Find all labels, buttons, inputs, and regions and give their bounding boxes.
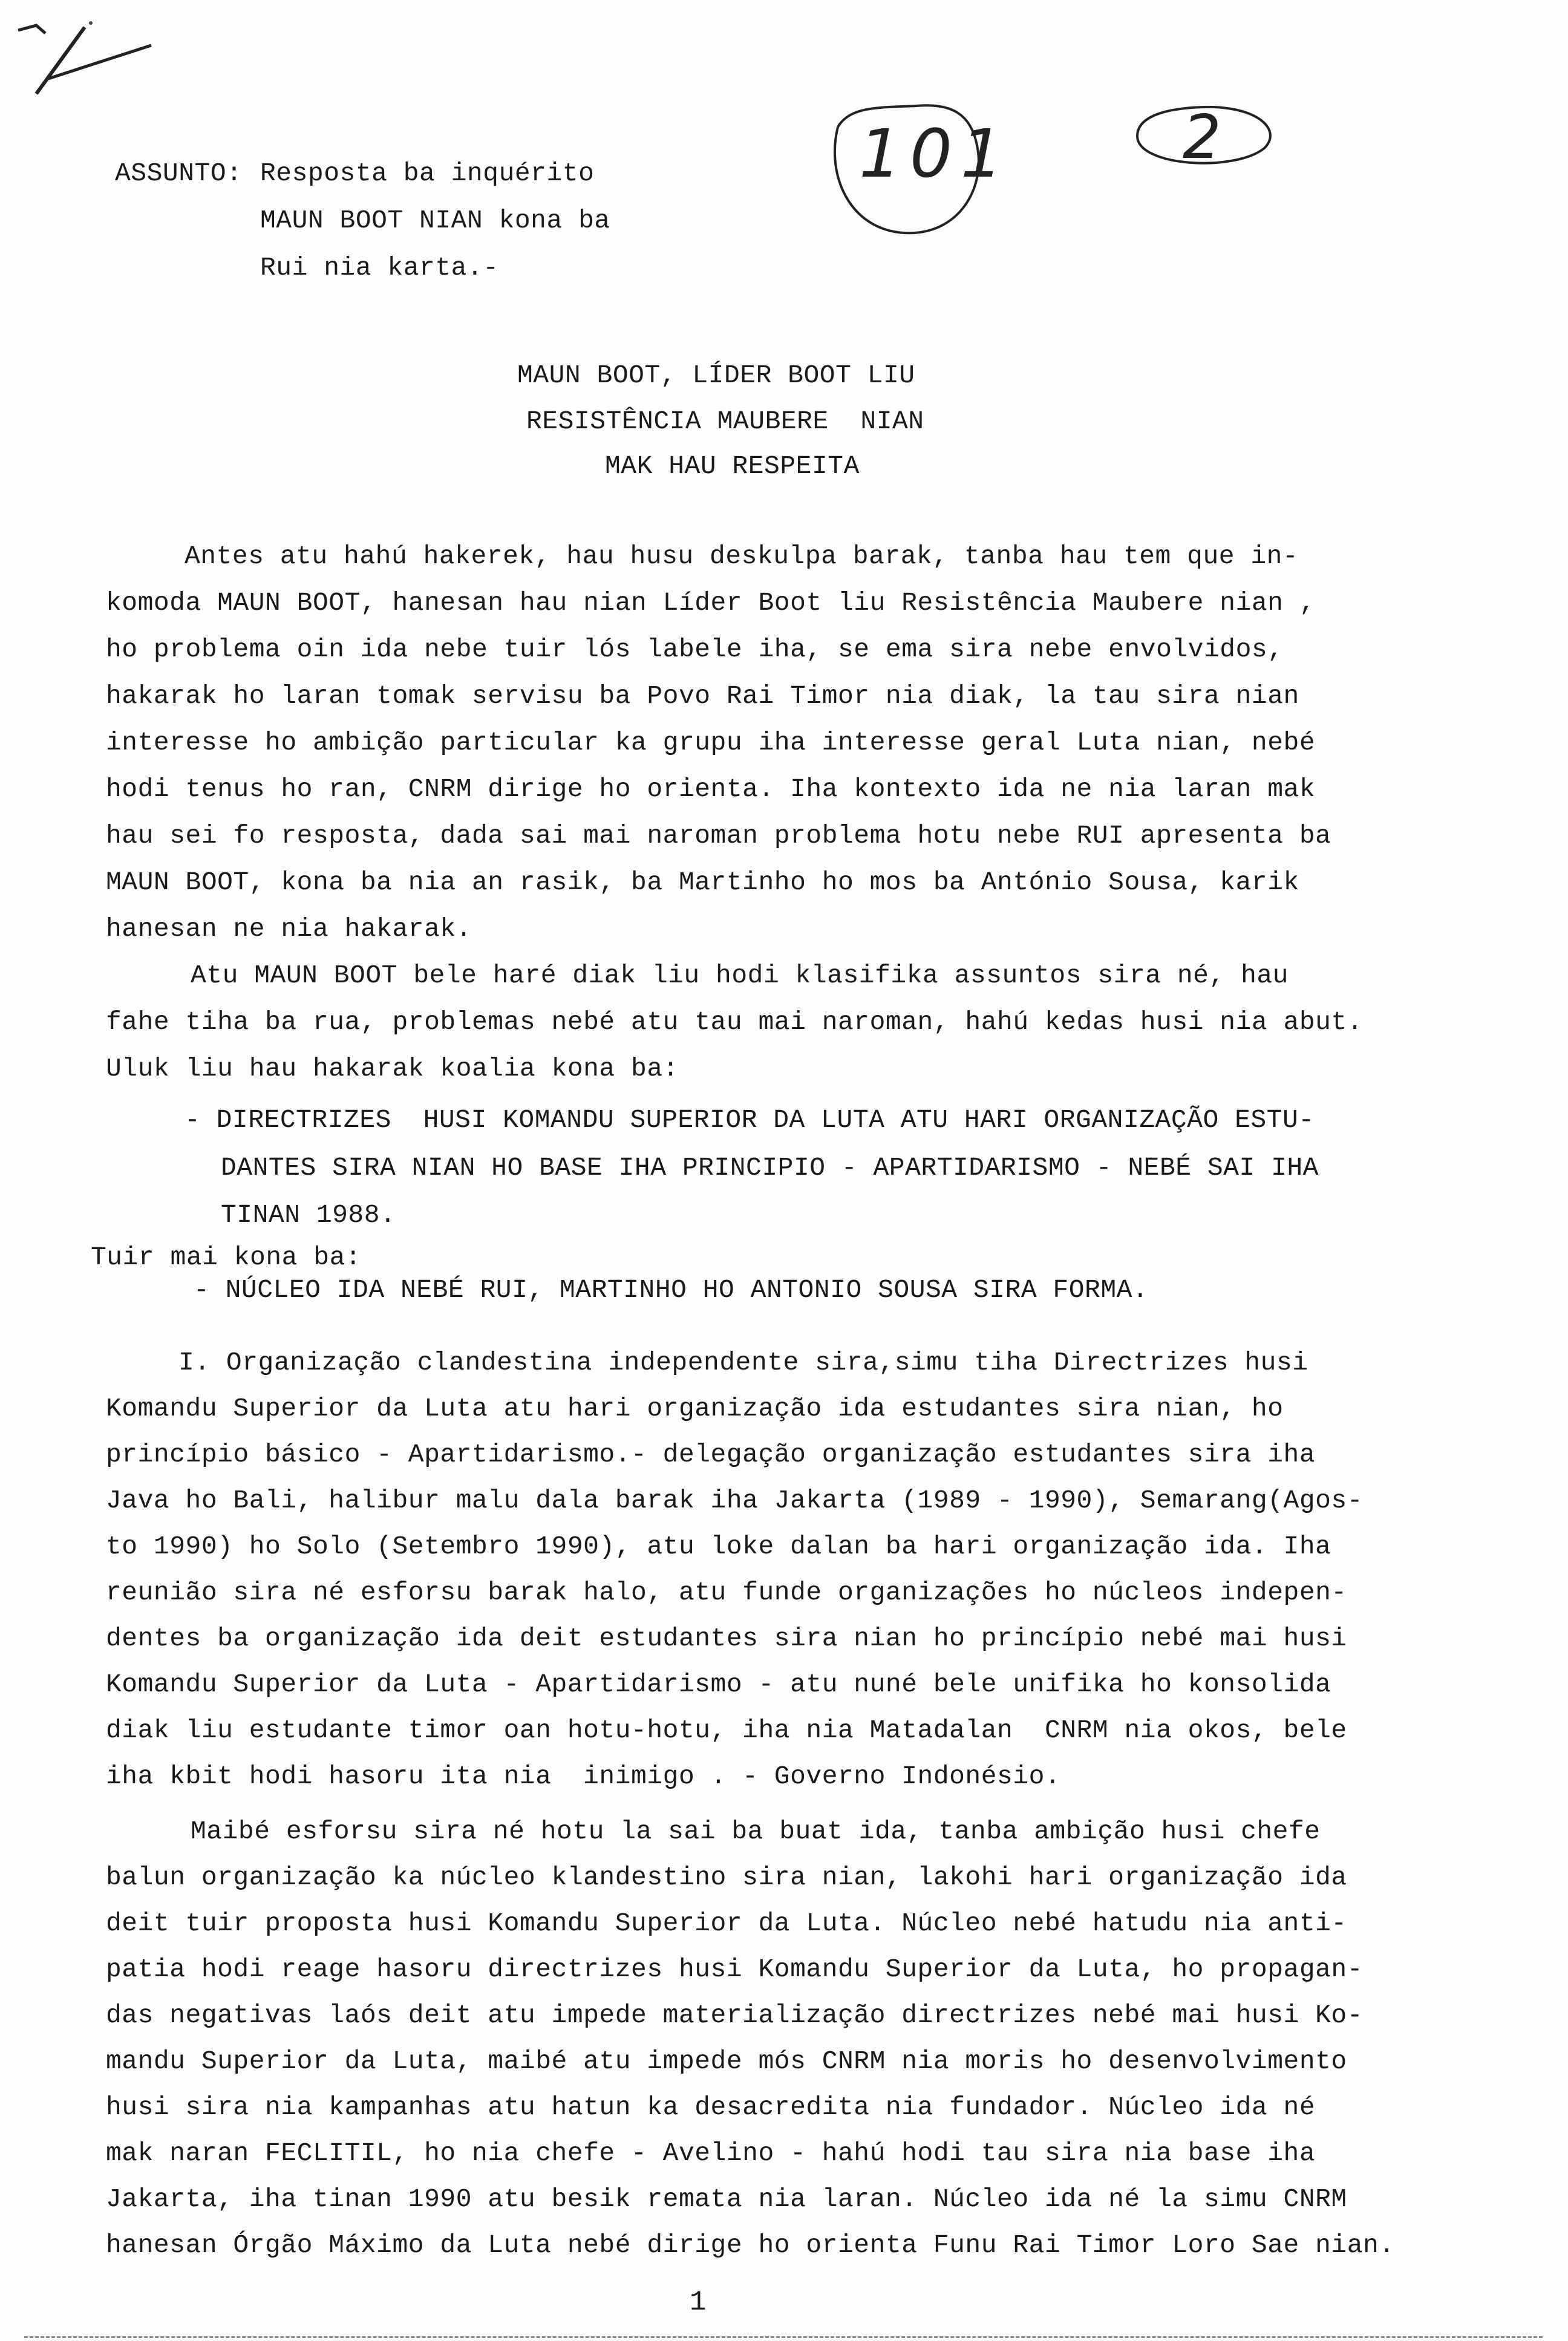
section-1b-line: Jakarta, iha tinan 1990 atu besik remata nia laran. Núcleo ida né la simu CNRM xyxy=(106,2184,1347,2214)
paragraph-1-line: Antes atu hahú hakerek, hau husu deskulpa barak, tanba hau tem que in- xyxy=(185,541,1299,571)
paragraph-1-line: hakarak ho laran tomak servisu ba Povo Rai Timor nia diak, la tau sira nian xyxy=(106,681,1299,711)
section-1-line: dentes ba organização ida deit estudantes sira nian ho princípio nebé mai husi xyxy=(106,1624,1347,1653)
section-1-line: iha kbit hodi hasoru ita nia inimigo . - Governo Indonésio. xyxy=(106,1761,1061,1791)
salutation-line-2: RESISTÊNCIA MAUBERE NIAN xyxy=(526,406,924,436)
section-1-line: to 1990) ho Solo (Setembro 1990), atu loke dalan ba hari organização ida. Iha xyxy=(106,1532,1331,1561)
paragraph-1-line: hau sei fo resposta, dada sai mai naroman problema hotu nebe RUI apresenta ba xyxy=(106,821,1331,851)
section-1b-line: balun organização ka núcleo klandestino sira nian, lakohi hari organização ida xyxy=(106,1863,1347,1892)
paragraph-1-line: MAUN BOOT, kona ba nia an rasik, ba Martinho ho mos ba António Sousa, karik xyxy=(106,867,1299,897)
paragraph-1-line: hanesan ne nia hakarak. xyxy=(106,914,472,944)
section-1b-line: deit tuir proposta husi Komandu Superior da Luta. Núcleo nebé hatudu nia anti- xyxy=(106,1908,1347,1938)
section-1b-line: hanesan Órgão Máximo da Luta nebé dirige ho orienta Funu Rai Timor Loro Sae nian. xyxy=(106,2230,1395,2260)
bottom-divider xyxy=(24,2336,1543,2338)
bullet-1-line: TINAN 1988. xyxy=(221,1200,396,1230)
tuir-mai-label: Tuir mai kona ba: xyxy=(91,1242,362,1272)
assunto-line-1: Resposta ba inquérito xyxy=(260,158,595,188)
paragraph-1-line: interesse ho ambição particular ka grupu iha interesse geral Luta nian, nebé xyxy=(106,728,1316,757)
section-1b-line: husi sira nia kampanhas atu hatun ka desacredita nia fundador. Núcleo ida né xyxy=(106,2092,1316,2122)
section-1b-line: patia hodi reage hasoru directrizes husi Komandu Superior da Luta, ho propagan- xyxy=(106,1954,1364,1984)
section-1b-line: Maibé esforsu sira né hotu la sai ba buat ida, tanba ambição husi chefe xyxy=(191,1817,1321,1846)
paragraph-1-line: komoda MAUN BOOT, hanesan hau nian Líder Boot liu Resistência Maubere nian , xyxy=(106,588,1316,618)
page-number: 1 xyxy=(690,2287,707,2318)
assunto-line-3: Rui nia karta.- xyxy=(260,253,499,282)
bullet-2-line: - NÚCLEO IDA NEBÉ RUI, MARTINHO HO ANTONIO SOUSA SIRA FORMA. xyxy=(194,1275,1149,1305)
assunto-label: ASSUNTO: xyxy=(115,158,243,188)
section-1b-line: mandu Superior da Luta, maibé atu impede mós CNRM nia moris ho desenvolvimento xyxy=(106,2046,1347,2076)
section-1-line: reunião sira né esforsu barak halo, atu funde organizações ho núcleos indepen- xyxy=(106,1578,1347,1607)
page-mark: 2 xyxy=(1183,102,1221,172)
paragraph-1-line: hodi tenus ho ran, CNRM dirige ho orienta. Iha kontexto ida ne nia laran mak xyxy=(106,774,1316,804)
bullet-1-line: - DIRECTRIZES HUSI KOMANDU SUPERIOR DA LUTA ATU HARI ORGANIZAÇÃO ESTU- xyxy=(185,1105,1315,1135)
section-1-line: Komandu Superior da Luta atu hari organização ida estudantes sira nian, ho xyxy=(106,1394,1284,1423)
corner-scribble-icon xyxy=(12,12,157,103)
section-1b-line: mak naran FECLITIL, ho nia chefe - Avelino - hahú hodi tau sira nia base iha xyxy=(106,2138,1316,2168)
section-1-line: diak liu estudante timor oan hotu-hotu, iha nia Matadalan CNRM nia okos, bele xyxy=(106,1716,1347,1745)
section-1-line: I. Organização clandestina independente sira,simu tiha Directrizes husi xyxy=(178,1348,1308,1377)
salutation-line-3: MAK HAU RESPEITA xyxy=(605,451,860,481)
paragraph-1-line: ho problema oin ida nebe tuir lós labele iha, se ema sira nebe envolvidos, xyxy=(106,635,1284,664)
assunto-line-2: MAUN BOOT NIAN kona ba xyxy=(260,206,610,235)
paragraph-2-line: Atu MAUN BOOT bele haré diak liu hodi klasifika assuntos sira né, hau xyxy=(191,961,1289,990)
section-1-line: Java ho Bali, halibur malu dala barak iha Jakarta (1989 - 1990), Semarang(Agos- xyxy=(106,1486,1364,1515)
section-1-line: Komandu Superior da Luta - Apartidarismo - atu nuné bele unifika ho konsolida xyxy=(106,1670,1331,1699)
salutation-line-1: MAUN BOOT, LÍDER BOOT LIU xyxy=(517,361,915,390)
section-1b-line: das negativas laós deit atu impede materialização directrizes nebé mai husi Ko- xyxy=(106,2000,1364,2030)
paragraph-2-line: fahe tiha ba rua, problemas nebé atu tau mai naroman, hahú kedas husi nia abut. xyxy=(106,1007,1364,1037)
archive-number: 101 xyxy=(859,115,1011,192)
paragraph-2-line: Uluk liu hau hakarak koalia kona ba: xyxy=(106,1054,679,1083)
section-1-line: princípio básico - Apartidarismo.- delegação organização estudantes sira iha xyxy=(106,1440,1316,1469)
bullet-1-line: DANTES SIRA NIAN HO BASE IHA PRINCIPIO - APARTIDARISMO - NEBÉ SAI IHA xyxy=(221,1153,1319,1183)
